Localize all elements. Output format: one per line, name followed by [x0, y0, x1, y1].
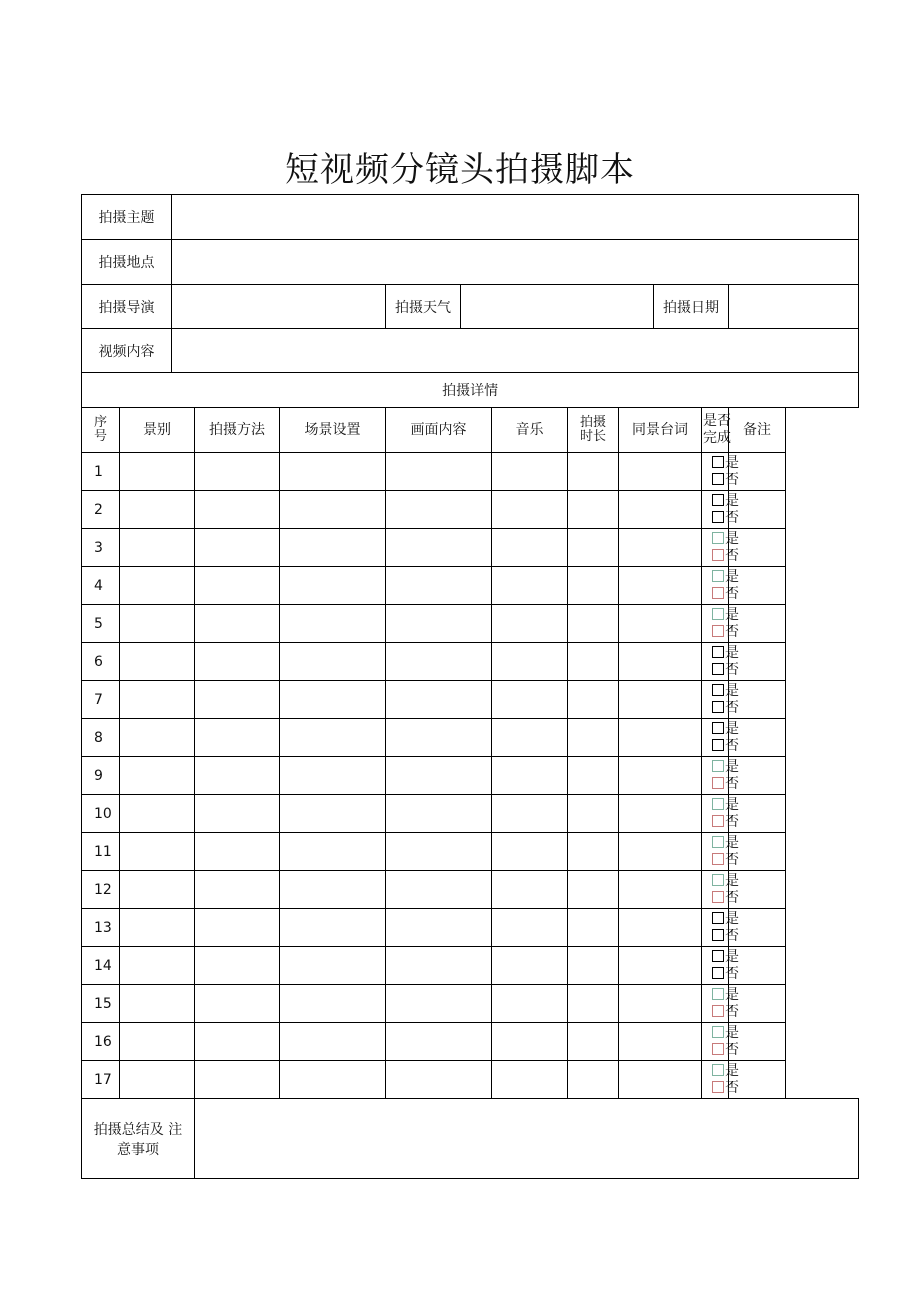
shot-cell[interactable] — [120, 491, 195, 529]
director-field[interactable] — [172, 285, 386, 329]
no-checkbox[interactable] — [712, 853, 724, 865]
no-label: 否 — [725, 699, 739, 716]
dialogue-cell[interactable] — [619, 491, 702, 529]
yes-label: 是 — [725, 492, 739, 509]
no-checkbox[interactable] — [712, 815, 724, 827]
col-scene-header: 场景设置 — [280, 408, 386, 453]
no-label: 否 — [725, 471, 739, 488]
row-number: 8 — [82, 719, 120, 757]
weather-label: 拍摄天气 — [386, 285, 461, 329]
shot-cell[interactable] — [120, 833, 195, 871]
duration-cell[interactable] — [568, 871, 619, 909]
shot-cell[interactable] — [120, 605, 195, 643]
music-cell[interactable] — [492, 1061, 568, 1099]
col-method-header: 拍摄方法 — [195, 408, 280, 453]
music-cell[interactable] — [492, 833, 568, 871]
dialogue-cell[interactable] — [619, 947, 702, 985]
music-cell[interactable] — [492, 529, 568, 567]
scene-cell[interactable] — [280, 757, 386, 795]
yes-label: 是 — [725, 1062, 739, 1079]
music-cell[interactable] — [492, 453, 568, 491]
method-cell[interactable] — [195, 757, 280, 795]
table-row — [82, 1023, 859, 1061]
row-number: 5 — [82, 605, 120, 643]
yes-checkbox[interactable] — [712, 722, 724, 734]
table-row — [82, 453, 859, 491]
no-label: 否 — [725, 851, 739, 868]
no-label: 否 — [725, 585, 739, 602]
music-cell[interactable] — [492, 985, 568, 1023]
yes-checkbox[interactable] — [712, 608, 724, 620]
yes-checkbox[interactable] — [712, 456, 724, 468]
yes-label: 是 — [725, 910, 739, 927]
shot-cell[interactable] — [120, 681, 195, 719]
yes-checkbox[interactable] — [712, 760, 724, 772]
no-label: 否 — [725, 661, 739, 678]
scene-cell[interactable] — [280, 947, 386, 985]
dialogue-cell[interactable] — [619, 1023, 702, 1061]
row-number: 11 — [82, 833, 120, 871]
completion-checkbox-group[interactable] — [702, 719, 739, 757]
visual-cell[interactable] — [386, 795, 492, 833]
duration-cell[interactable] — [568, 1023, 619, 1061]
no-checkbox[interactable] — [712, 929, 724, 941]
yes-checkbox[interactable] — [712, 494, 724, 506]
summary-field[interactable] — [195, 1099, 859, 1179]
yes-checkbox[interactable] — [712, 912, 724, 924]
visual-cell[interactable] — [386, 947, 492, 985]
scene-cell[interactable] — [280, 529, 386, 567]
visual-cell[interactable] — [386, 909, 492, 947]
location-field[interactable] — [172, 240, 859, 285]
completion-checkbox-group[interactable] — [702, 681, 739, 719]
table-row — [82, 529, 859, 567]
visual-cell[interactable] — [386, 567, 492, 605]
music-cell[interactable] — [492, 909, 568, 947]
yes-label: 是 — [725, 834, 739, 851]
method-cell[interactable] — [195, 453, 280, 491]
yes-label: 是 — [725, 872, 739, 889]
yes-checkbox[interactable] — [712, 532, 724, 544]
scene-cell[interactable] — [280, 833, 386, 871]
table-row — [82, 719, 859, 757]
director-label: 拍摄导演 — [82, 285, 172, 329]
dialogue-cell[interactable] — [619, 567, 702, 605]
method-cell[interactable] — [195, 833, 280, 871]
duration-cell[interactable] — [568, 795, 619, 833]
table-row — [82, 795, 859, 833]
no-checkbox[interactable] — [712, 625, 724, 637]
shot-cell[interactable] — [120, 529, 195, 567]
row-number: 13 — [82, 909, 120, 947]
col-remark-header: 备注 — [729, 408, 786, 453]
scene-cell[interactable] — [280, 681, 386, 719]
completion-checkbox-group[interactable] — [702, 567, 739, 605]
content-label: 视频内容 — [82, 329, 172, 373]
visual-cell[interactable] — [386, 529, 492, 567]
completion-checkbox-group[interactable] — [702, 757, 739, 795]
table-row — [82, 757, 859, 795]
shot-cell[interactable] — [120, 1023, 195, 1061]
visual-cell[interactable] — [386, 719, 492, 757]
dialogue-cell[interactable] — [619, 833, 702, 871]
scene-cell[interactable] — [280, 1061, 386, 1099]
content-field[interactable] — [172, 329, 859, 373]
yes-checkbox[interactable] — [712, 646, 724, 658]
yes-label: 是 — [725, 1024, 739, 1041]
shot-cell[interactable] — [120, 795, 195, 833]
completion-checkbox-group[interactable] — [702, 985, 739, 1023]
no-label: 否 — [725, 547, 739, 564]
no-label: 否 — [725, 737, 739, 754]
scene-cell[interactable] — [280, 491, 386, 529]
music-cell[interactable] — [492, 795, 568, 833]
no-label: 否 — [725, 965, 739, 982]
no-checkbox[interactable] — [712, 473, 724, 485]
visual-cell[interactable] — [386, 491, 492, 529]
shot-cell[interactable] — [120, 985, 195, 1023]
no-label: 否 — [725, 927, 739, 944]
yes-label: 是 — [725, 986, 739, 1003]
duration-cell[interactable] — [568, 985, 619, 1023]
visual-cell[interactable] — [386, 871, 492, 909]
completion-checkbox-group[interactable] — [702, 795, 739, 833]
completion-checkbox-group[interactable] — [702, 1023, 739, 1061]
completion-checkbox-group[interactable] — [702, 833, 739, 871]
no-label: 否 — [725, 623, 739, 640]
completion-checkbox-group[interactable] — [702, 909, 739, 947]
music-cell[interactable] — [492, 681, 568, 719]
no-checkbox[interactable] — [712, 967, 724, 979]
yes-label: 是 — [725, 948, 739, 965]
method-cell[interactable] — [195, 1023, 280, 1061]
yes-label: 是 — [725, 720, 739, 737]
scene-cell[interactable] — [280, 643, 386, 681]
method-cell[interactable] — [195, 947, 280, 985]
dialogue-cell[interactable] — [619, 643, 702, 681]
method-cell[interactable] — [195, 719, 280, 757]
no-checkbox[interactable] — [712, 663, 724, 675]
table-row — [82, 871, 859, 909]
shooting-script-table — [81, 194, 859, 1179]
completion-checkbox-group[interactable] — [702, 491, 739, 529]
scene-cell[interactable] — [280, 1023, 386, 1061]
yes-checkbox[interactable] — [712, 874, 724, 886]
duration-cell[interactable] — [568, 909, 619, 947]
row-number: 6 — [82, 643, 120, 681]
yes-label: 是 — [725, 758, 739, 775]
no-checkbox[interactable] — [712, 891, 724, 903]
shot-cell[interactable] — [120, 719, 195, 757]
row-number: 9 — [82, 757, 120, 795]
row-number: 17 — [82, 1061, 120, 1099]
shot-cell[interactable] — [120, 567, 195, 605]
shot-cell[interactable] — [120, 947, 195, 985]
duration-cell[interactable] — [568, 453, 619, 491]
col-duration-header: 拍摄时长 — [568, 408, 619, 453]
completion-checkbox-group[interactable] — [702, 643, 739, 681]
duration-cell[interactable] — [568, 947, 619, 985]
method-cell[interactable] — [195, 795, 280, 833]
table-row — [82, 681, 859, 719]
row-number: 2 — [82, 491, 120, 529]
method-cell[interactable] — [195, 871, 280, 909]
topic-field[interactable] — [172, 195, 859, 240]
no-label: 否 — [725, 813, 739, 830]
details-heading: 拍摄详情 — [82, 373, 859, 408]
no-label: 否 — [725, 1003, 739, 1020]
table-row — [82, 909, 859, 947]
visual-cell[interactable] — [386, 985, 492, 1023]
row-number: 1 — [82, 453, 120, 491]
date-field[interactable] — [729, 285, 859, 329]
dialogue-cell[interactable] — [619, 985, 702, 1023]
music-cell[interactable] — [492, 947, 568, 985]
visual-cell[interactable] — [386, 681, 492, 719]
duration-cell[interactable] — [568, 491, 619, 529]
method-cell[interactable] — [195, 681, 280, 719]
music-cell[interactable] — [492, 1023, 568, 1061]
music-cell[interactable] — [492, 643, 568, 681]
yes-label: 是 — [725, 606, 739, 623]
no-checkbox[interactable] — [712, 587, 724, 599]
col-dialogue-header: 同景台词 — [619, 408, 702, 453]
duration-cell[interactable] — [568, 529, 619, 567]
music-cell[interactable] — [492, 719, 568, 757]
col-seq-header: 序号 — [82, 408, 120, 453]
yes-checkbox[interactable] — [712, 798, 724, 810]
method-cell[interactable] — [195, 491, 280, 529]
shot-cell[interactable] — [120, 453, 195, 491]
dialogue-cell[interactable] — [619, 681, 702, 719]
no-label: 否 — [725, 509, 739, 526]
scene-cell[interactable] — [280, 871, 386, 909]
row-number: 15 — [82, 985, 120, 1023]
music-cell[interactable] — [492, 491, 568, 529]
yes-label: 是 — [725, 682, 739, 699]
visual-cell[interactable] — [386, 643, 492, 681]
dialogue-cell[interactable] — [619, 529, 702, 567]
visual-cell[interactable] — [386, 1023, 492, 1061]
method-cell[interactable] — [195, 1061, 280, 1099]
row-number: 14 — [82, 947, 120, 985]
table-row — [82, 1061, 859, 1099]
duration-cell[interactable] — [568, 605, 619, 643]
col-music-header: 音乐 — [492, 408, 568, 453]
no-label: 否 — [725, 1079, 739, 1096]
page-title: 短视频分镜头拍摄脚本 — [285, 150, 635, 190]
yes-checkbox[interactable] — [712, 684, 724, 696]
row-number: 12 — [82, 871, 120, 909]
music-cell[interactable] — [492, 605, 568, 643]
no-checkbox[interactable] — [712, 1081, 724, 1093]
no-label: 否 — [725, 889, 739, 906]
no-checkbox[interactable] — [712, 549, 724, 561]
row-number: 10 — [82, 795, 120, 833]
completion-checkbox-group[interactable] — [702, 947, 739, 985]
col-done-header: 是否完成 — [702, 408, 729, 453]
no-checkbox[interactable] — [712, 701, 724, 713]
yes-label: 是 — [725, 796, 739, 813]
completion-checkbox-group[interactable] — [702, 453, 739, 491]
weather-field[interactable] — [461, 285, 654, 329]
completion-checkbox-group[interactable] — [702, 529, 739, 567]
visual-cell[interactable] — [386, 605, 492, 643]
music-cell[interactable] — [492, 871, 568, 909]
dialogue-cell[interactable] — [619, 757, 702, 795]
completion-checkbox-group[interactable] — [702, 605, 739, 643]
method-cell[interactable] — [195, 909, 280, 947]
table-row — [82, 947, 859, 985]
yes-checkbox[interactable] — [712, 1064, 724, 1076]
shot-cell[interactable] — [120, 1061, 195, 1099]
shot-cell[interactable] — [120, 757, 195, 795]
table-row — [82, 605, 859, 643]
method-cell[interactable] — [195, 643, 280, 681]
scene-cell[interactable] — [280, 719, 386, 757]
method-cell[interactable] — [195, 605, 280, 643]
dialogue-cell[interactable] — [619, 453, 702, 491]
yes-label: 是 — [725, 454, 739, 471]
duration-cell[interactable] — [568, 1061, 619, 1099]
no-checkbox[interactable] — [712, 1005, 724, 1017]
no-label: 否 — [725, 775, 739, 792]
music-cell[interactable] — [492, 567, 568, 605]
dialogue-cell[interactable] — [619, 871, 702, 909]
duration-cell[interactable] — [568, 719, 619, 757]
scene-cell[interactable] — [280, 795, 386, 833]
completion-checkbox-group[interactable] — [702, 871, 739, 909]
yes-label: 是 — [725, 644, 739, 661]
scene-cell[interactable] — [280, 909, 386, 947]
table-row — [82, 491, 859, 529]
yes-checkbox[interactable] — [712, 836, 724, 848]
method-cell[interactable] — [195, 529, 280, 567]
dialogue-cell[interactable] — [619, 719, 702, 757]
yes-checkbox[interactable] — [712, 950, 724, 962]
scene-cell[interactable] — [280, 567, 386, 605]
table-row — [82, 643, 859, 681]
topic-label: 拍摄主题 — [82, 195, 172, 240]
table-row — [82, 567, 859, 605]
shot-cell[interactable] — [120, 643, 195, 681]
visual-cell[interactable] — [386, 757, 492, 795]
row-number: 7 — [82, 681, 120, 719]
dialogue-cell[interactable] — [619, 795, 702, 833]
duration-cell[interactable] — [568, 681, 619, 719]
no-checkbox[interactable] — [712, 511, 724, 523]
no-checkbox[interactable] — [712, 739, 724, 751]
no-label: 否 — [725, 1041, 739, 1058]
completion-checkbox-group[interactable] — [702, 1061, 739, 1099]
scene-cell[interactable] — [280, 985, 386, 1023]
yes-checkbox[interactable] — [712, 1026, 724, 1038]
no-checkbox[interactable] — [712, 777, 724, 789]
row-number: 3 — [82, 529, 120, 567]
shot-cell[interactable] — [120, 871, 195, 909]
row-number: 4 — [82, 567, 120, 605]
duration-cell[interactable] — [568, 567, 619, 605]
no-checkbox[interactable] — [712, 1043, 724, 1055]
date-label: 拍摄日期 — [654, 285, 729, 329]
method-cell[interactable] — [195, 985, 280, 1023]
method-cell[interactable] — [195, 567, 280, 605]
scene-cell[interactable] — [280, 605, 386, 643]
dialogue-cell[interactable] — [619, 1061, 702, 1099]
location-label: 拍摄地点 — [82, 240, 172, 285]
music-cell[interactable] — [492, 757, 568, 795]
duration-cell[interactable] — [568, 757, 619, 795]
table-row — [82, 833, 859, 871]
shot-cell[interactable] — [120, 909, 195, 947]
dialogue-cell[interactable] — [619, 909, 702, 947]
visual-cell[interactable] — [386, 453, 492, 491]
visual-cell[interactable] — [386, 833, 492, 871]
col-visual-header: 画面内容 — [386, 408, 492, 453]
yes-checkbox[interactable] — [712, 570, 724, 582]
scene-cell[interactable] — [280, 453, 386, 491]
dialogue-cell[interactable] — [619, 605, 702, 643]
visual-cell[interactable] — [386, 1061, 492, 1099]
col-shot-header: 景别 — [120, 408, 195, 453]
yes-checkbox[interactable] — [712, 988, 724, 1000]
summary-label: 拍摄总结及 注 意事项 — [82, 1099, 195, 1179]
row-number: 16 — [82, 1023, 120, 1061]
table-row — [82, 985, 859, 1023]
duration-cell[interactable] — [568, 833, 619, 871]
duration-cell[interactable] — [568, 643, 619, 681]
yes-label: 是 — [725, 530, 739, 547]
yes-label: 是 — [725, 568, 739, 585]
